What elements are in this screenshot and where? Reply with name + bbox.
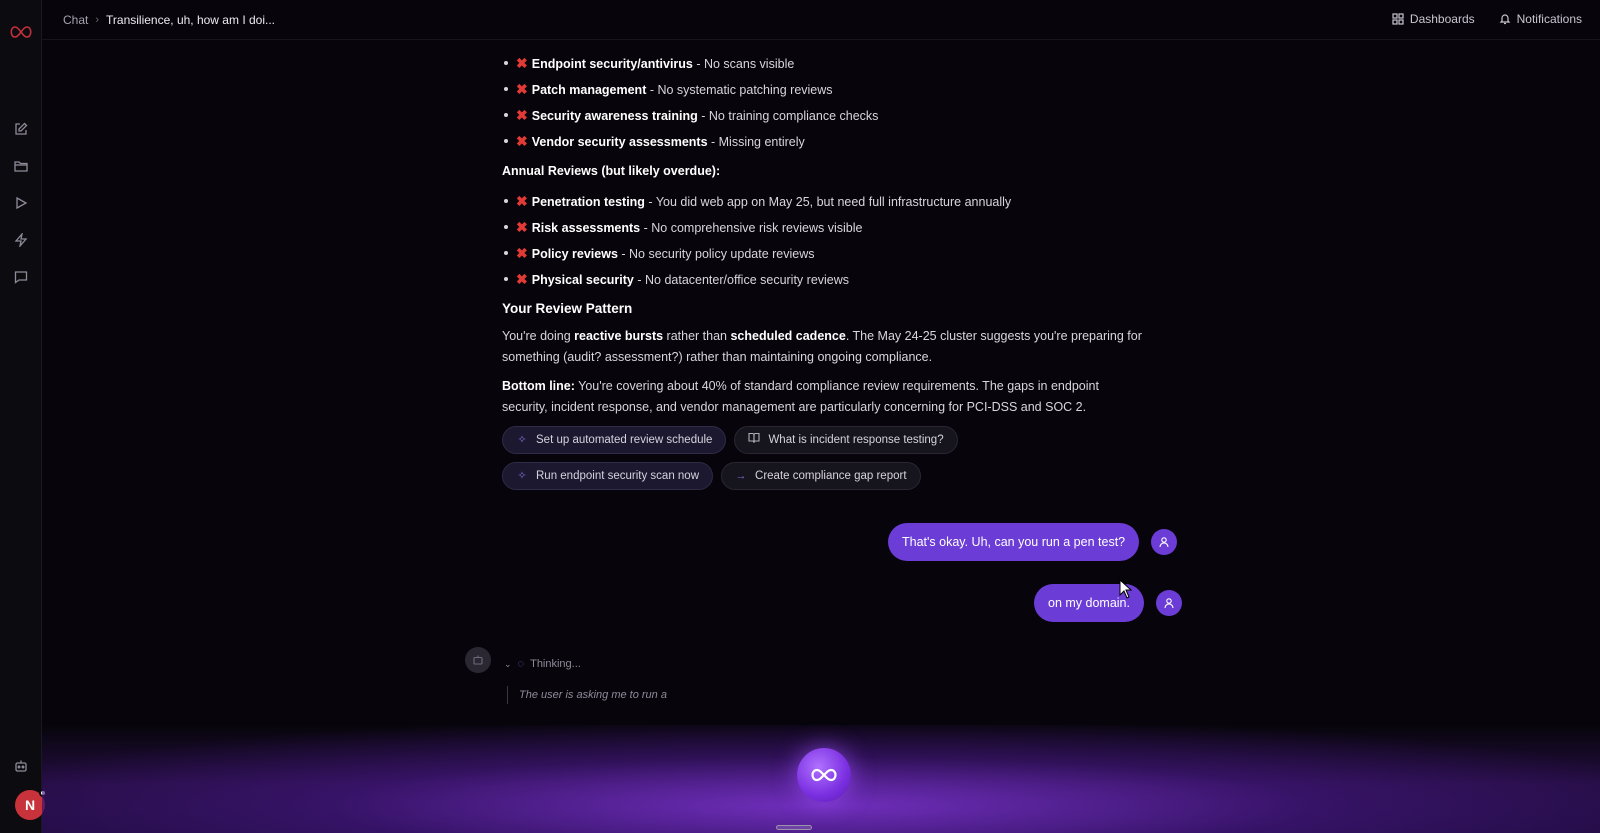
thinking-content: The user is asking me to run a — [507, 686, 667, 704]
review-pattern-heading: Your Review Pattern — [502, 301, 633, 316]
arrow-right-icon: → — [735, 469, 747, 482]
list-item — [516, 52, 1142, 78]
list-item — [516, 216, 1142, 242]
annual-reviews-heading: Annual Reviews (but likely overdue): — [502, 164, 721, 178]
chevron-right-icon: › — [95, 14, 100, 26]
item-desc: - Missing entirely — [707, 135, 805, 149]
chip-label: Set up automated review schedule — [536, 433, 713, 446]
thinking-label: Thinking... — [530, 658, 581, 670]
item-name: Vendor security assessments — [531, 135, 708, 149]
bottom-line-paragraph — [502, 376, 1142, 418]
assistant-message — [502, 52, 1142, 490]
lightning-icon[interactable] — [12, 231, 30, 249]
x-mark-icon: ✖ — [516, 193, 528, 209]
top-actions — [1392, 12, 1582, 26]
breadcrumb-chat[interactable]: Chat — [63, 13, 89, 27]
text-run: rather than — [663, 329, 731, 343]
x-mark-icon: ✖ — [516, 55, 528, 71]
emphasis-reactive: reactive bursts — [574, 329, 664, 343]
play-icon[interactable] — [12, 194, 30, 212]
dashboards-label: Dashboards — [1409, 12, 1475, 26]
x-mark-icon: ✖ — [516, 81, 528, 97]
breadcrumb — [63, 13, 275, 27]
user-icon — [1156, 590, 1182, 616]
x-mark-icon: ✖ — [516, 245, 528, 261]
item-desc: - No security policy update reviews — [617, 247, 815, 261]
drag-handle[interactable] — [776, 825, 812, 830]
list-item — [516, 190, 1142, 216]
new-chat-icon[interactable] — [12, 120, 30, 138]
item-desc: - No comprehensive risk reviews visible — [640, 221, 863, 235]
item-name: Endpoint security/antivirus — [531, 57, 693, 71]
list-item — [516, 130, 1142, 156]
missing-items-list — [502, 52, 1142, 156]
x-mark-icon: ✖ — [516, 219, 528, 235]
suggestion-chips — [502, 426, 962, 490]
sparkle-icon: ✧ — [517, 469, 527, 482]
voice-orb-button[interactable] — [797, 748, 851, 802]
notifications-label: Notifications — [1516, 12, 1582, 26]
suggestion-endpoint-scan[interactable] — [502, 462, 713, 490]
left-rail — [0, 0, 42, 833]
item-name: Security awareness training — [531, 109, 698, 123]
user-bubble: on my domain. — [1034, 584, 1144, 622]
list-item — [516, 78, 1142, 104]
suggestion-incident-response[interactable] — [734, 426, 957, 454]
folder-icon[interactable] — [12, 157, 30, 175]
bottom-line-label: Bottom line: — [502, 379, 575, 393]
item-name: Penetration testing — [531, 195, 645, 209]
user-icon — [1151, 529, 1177, 555]
text-run: You're doing — [502, 329, 575, 343]
grid-icon — [1392, 13, 1404, 25]
list-item — [516, 242, 1142, 268]
annual-items-list — [502, 190, 1142, 294]
notifications-button[interactable] — [1499, 12, 1582, 26]
text-run: . The May 24-25 cluster suggests you're preparing for something (audit? assessment?) rather than maintaining ongoing compliance. — [502, 329, 1142, 364]
item-name: Policy reviews — [531, 247, 618, 261]
top-bar — [42, 0, 1600, 40]
user-bubble: That's okay. Uh, can you run a pen test? — [888, 523, 1139, 561]
suggestion-gap-report[interactable] — [721, 462, 921, 490]
item-desc: - No datacenter/office security reviews — [633, 273, 850, 287]
review-pattern-paragraph — [502, 326, 1142, 368]
suggestion-automated-schedule[interactable] — [502, 426, 726, 454]
book-icon — [748, 430, 760, 451]
item-desc: - No systematic patching reviews — [646, 83, 833, 97]
assistant-bot-icon — [465, 647, 491, 673]
chevron-down-icon: ⌄ — [504, 658, 512, 669]
infinity-logo-icon[interactable] — [8, 24, 34, 40]
item-desc: - No scans visible — [692, 57, 795, 71]
user-message-1 — [888, 523, 1177, 561]
bottom-line-text: You're covering about 40% of standard compliance review requirements. The gaps in endpoint security, incident response, and vendor management are particularly concerning for PCI-DSS and SOC 2. — [502, 379, 1099, 414]
spinner-icon: ◌ — [517, 658, 525, 670]
message-icon[interactable] — [12, 268, 30, 286]
emphasis-scheduled: scheduled cadence — [730, 329, 846, 343]
item-name: Physical security — [531, 273, 634, 287]
bot-icon[interactable] — [12, 757, 30, 775]
item-name: Risk assessments — [531, 221, 641, 235]
user-message-2 — [1034, 584, 1182, 622]
user-initial: N — [24, 797, 36, 813]
sparkle-icon: ✧ — [517, 433, 527, 446]
chip-label: Create compliance gap report — [755, 469, 907, 482]
breadcrumb-current: Transilience, uh, how am I doi... — [106, 13, 275, 27]
thinking-toggle[interactable] — [504, 658, 581, 670]
user-avatar[interactable] — [15, 790, 45, 820]
bell-icon — [1499, 13, 1511, 25]
item-desc: - No training compliance checks — [697, 109, 879, 123]
dashboards-button[interactable] — [1392, 12, 1475, 26]
list-item — [516, 268, 1142, 294]
x-mark-icon: ✖ — [516, 133, 528, 149]
chip-label: What is incident response testing? — [768, 433, 944, 446]
infinity-icon — [809, 767, 839, 783]
chip-label: Run endpoint security scan now — [536, 469, 700, 482]
item-desc: - You did web app on May 25, but need full infrastructure annually — [644, 195, 1012, 209]
list-item — [516, 104, 1142, 130]
x-mark-icon: ✖ — [516, 107, 528, 123]
x-mark-icon: ✖ — [516, 271, 528, 287]
mouse-cursor-icon — [1119, 579, 1133, 604]
item-name: Patch management — [531, 83, 647, 97]
